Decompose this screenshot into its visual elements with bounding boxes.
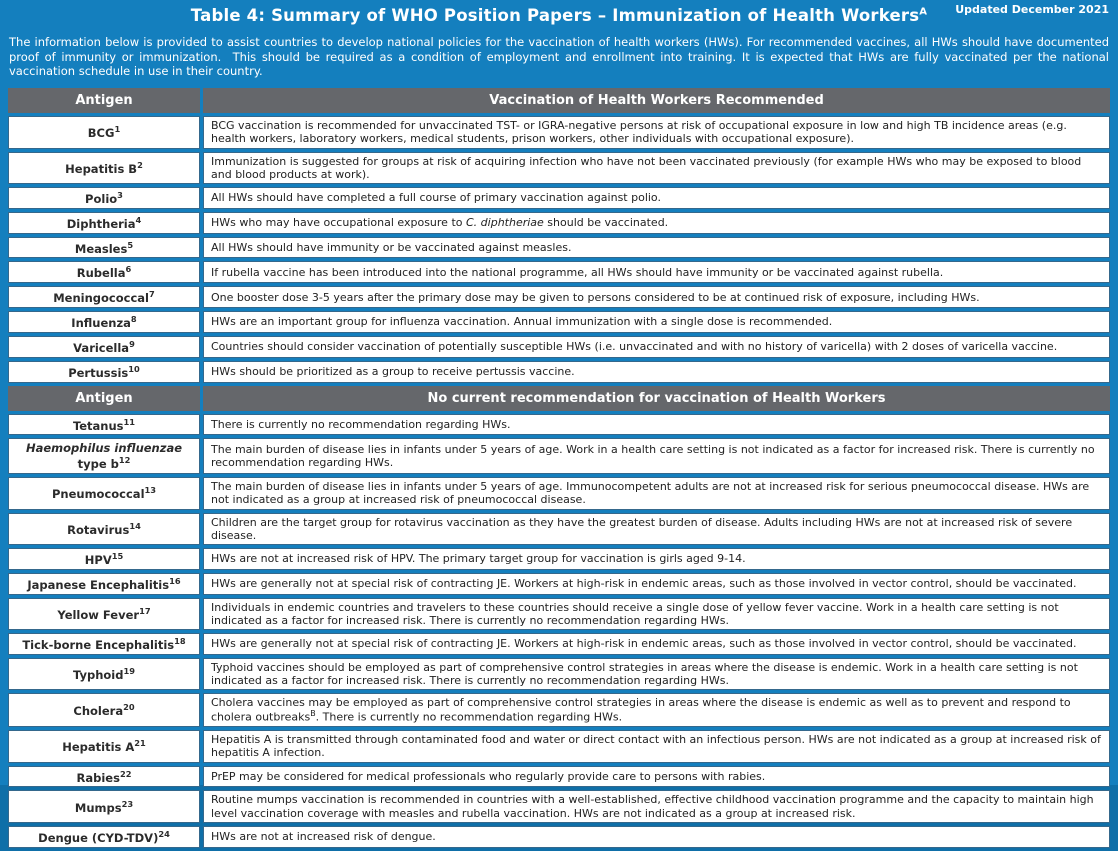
- antigen-cell: Mumps$^{23}$: [8, 790, 200, 822]
- antigen-cell: Meningococcal$^7$: [8, 286, 200, 308]
- table-row: [8, 826, 1110, 848]
- recommendation-cell: BCG vaccination is recommended for unvaccinated TST- or IGRA-negative persons at risk of occupational exposure in low and high TB incidence areas (e.g. health workers, laboratory workers, medical students, prison workers, other individuals with occupational exposure).: [203, 116, 1110, 148]
- section-title-header: No current recommendation for vaccination of Health Workers: [203, 386, 1110, 411]
- table-row: [8, 693, 1110, 727]
- antigen-cell: Yellow Fever$^{17}$: [8, 598, 200, 630]
- table-row: [8, 730, 1110, 762]
- recommendation-cell: HWs are not at increased risk of HPV. The primary target group for vaccination is girls aged 9-14.: [203, 548, 1110, 570]
- antigen-cell: Pertussis$^{10}$: [8, 361, 200, 383]
- antigen-cell: Hepatitis $A^{21}$: [8, 730, 200, 762]
- table-row: [8, 414, 1110, 436]
- recommendation-cell: HWs are generally not at special risk of contracting JE. Workers at high-risk in endemic areas, such as those involved in vector control, should be vaccinated.: [203, 573, 1110, 595]
- antigen-cell: Typhoid$^{19}$: [8, 658, 200, 690]
- table-row: [8, 336, 1110, 358]
- recommendation-cell: HWs are generally not at special risk of contracting JE. Workers at high-risk in endemic areas, such as those involved in vector control, should be vaccinated.: [203, 633, 1110, 655]
- table-row: [8, 438, 1110, 474]
- recommendation-cell: All HWs should have immunity or be vaccinated against measles.: [203, 237, 1110, 259]
- who-position-papers-table: [5, 85, 1113, 850]
- table-row: [8, 658, 1110, 690]
- table-row: [8, 187, 1110, 209]
- recommendation-cell: If rubella vaccine has been introduced into the national programme, all HWs should have immunity or be vaccinated against rubella.: [203, 261, 1110, 283]
- table-row: [8, 790, 1110, 822]
- recommendation-cell: HWs are an important group for influenza vaccination. Annual immunization with a single dose is recommended.: [203, 311, 1110, 333]
- antigen-cell: BCG$^1$: [8, 116, 200, 148]
- antigen-cell: Measles$^5$: [8, 237, 200, 259]
- antigen-cell: Influenza$^8$: [8, 311, 200, 333]
- antigen-cell: Dengue $(CYD-TDV)^{24}$: [8, 826, 200, 848]
- recommendation-cell: The main burden of disease lies in infants under 5 years of age. Work in a health care setting is not indicated as a factor for increased risk. There is currently no recommendation regarding HWs.: [203, 438, 1110, 474]
- table-row: [8, 237, 1110, 259]
- table-row: [8, 152, 1110, 184]
- recommendation-cell: HWs should be prioritized as a group to receive pertussis vaccine.: [203, 361, 1110, 383]
- antigen-cell: Japanese Encephalitis$^{16}$: [8, 573, 200, 595]
- recommendation-cell: Typhoid vaccines should be employed as part of comprehensive control strategies in areas where the disease is endemic. Work in a health care setting is not indicated as a factor for increased risk. There is currently no recommendation regarding HWs.: [203, 658, 1110, 690]
- antigen-cell: Cholera$^{20}$: [8, 693, 200, 727]
- recommendation-cell: Countries should consider vaccination of potentially susceptible HWs (i.e. unvaccinated and with no history of varicella) with 2 doses of varicella vaccine.: [203, 336, 1110, 358]
- antigen-cell: HPV$^{15}$: [8, 548, 200, 570]
- recommendation-cell: There is currently no recommendation regarding HWs.: [203, 414, 1110, 436]
- recommendation-cell: Routine mumps vaccination is recommended in countries with a well-established, effective childhood vaccination programme and the capacity to maintain high level vaccination coverage with measles and rubella vaccination. HWs are not indicated as a group at increased risk.: [203, 790, 1110, 822]
- table-row: [8, 261, 1110, 283]
- antigen-cell: Hepatitis $B^2$: [8, 152, 200, 184]
- intro-paragraph: The information below is provided to assist countries to develop national policies for the vaccination of health workers (HWs). For recommended vaccines, all HWs should have documented proof of immunity or immunization. This should be required as a condition of employment and enrollment into training. It is expected that HWs are fully vaccinated per the national vaccination schedule in use in their country.: [9, 35, 1113, 79]
- recommendation-cell: Immunization is suggested for groups at risk of acquiring infection who have not been vaccinated previously (for example HWs who may be exposed to blood and blood products at work).: [203, 152, 1110, 184]
- table-row: [8, 361, 1110, 383]
- antigen-cell: Varicella$^9$: [8, 336, 200, 358]
- table-row: [8, 548, 1110, 570]
- section-header-row: [8, 88, 1110, 113]
- recommendation-cell: The main burden of disease lies in infants under 5 years of age. Immunocompetent adults are not at increased risk for serious pneumococcal disease. HWs are not indicated as a group at increased risk of pneumococcal disease.: [203, 477, 1110, 509]
- section-header-row: [8, 386, 1110, 411]
- page-title-superscript: A: [919, 6, 928, 18]
- table-row: [8, 513, 1110, 545]
- section-title-header: Vaccination of Health Workers Recommended: [203, 88, 1110, 113]
- recommendation-cell: Cholera vaccines may be employed as part of comprehensive control strategies in areas where the disease is endemic as well as to prevent and respond to cholera outbreaks$^B$. There is currently no recommendation regarding HWs.: [203, 693, 1110, 727]
- antigen-cell: Rubella$^6$: [8, 261, 200, 283]
- antigen-cell: Rabies$^{22}$: [8, 766, 200, 788]
- who-table-body: [8, 88, 1110, 847]
- table-row: [8, 116, 1110, 148]
- antigen-cell: Tetanus$^{11}$: [8, 414, 200, 436]
- table-row: [8, 573, 1110, 595]
- recommendation-cell: Individuals in endemic countries and travelers to these countries should receive a single dose of yellow fever vaccine. Work in a health care setting is not indicated as a factor for increased risk. There is currently no recommendation regarding HWs.: [203, 598, 1110, 630]
- table-row: [8, 633, 1110, 655]
- recommendation-cell: HWs are not at increased risk of dengue.: [203, 826, 1110, 848]
- antigen-column-header: Antigen: [8, 88, 200, 113]
- antigen-cell: Rotavirus$^{14}$: [8, 513, 200, 545]
- antigen-cell: Polio$^3$: [8, 187, 200, 209]
- antigen-cell: Pneumococcal$^{13}$: [8, 477, 200, 509]
- table-row: [8, 477, 1110, 509]
- table-row: [8, 598, 1110, 630]
- table-row: [8, 212, 1110, 234]
- table-row: [8, 766, 1110, 788]
- page-title-text: Table 4: Summary of WHO Position Papers – Immunization of Health Workers: [190, 6, 920, 25]
- recommendation-cell: One booster dose 3-5 years after the primary dose may be given to persons considered to be at continued risk of exposure, including HWs.: [203, 286, 1110, 308]
- table-row: [8, 286, 1110, 308]
- antigen-cell: Haemophilus influenzae type $b^{12}$: [8, 438, 200, 474]
- recommendation-cell: HWs who may have occupational exposure to C. diphtheriae should be vaccinated.: [203, 212, 1110, 234]
- page-title: [0, 0, 1118, 25]
- table-row: [8, 311, 1110, 333]
- antigen-cell: Tick-borne Encephalitis$^{18}$: [8, 633, 200, 655]
- recommendation-cell: Hepatitis A is transmitted through contaminated food and water or direct contact with an infectious person. HWs are not indicated as a group at increased risk of hepatitis A infection.: [203, 730, 1110, 762]
- recommendation-cell: Children are the target group for rotavirus vaccination as they have the greatest burden of disease. Adults including HWs are not at increased risk of severe disease.: [203, 513, 1110, 545]
- antigen-cell: Diphtheria$^4$: [8, 212, 200, 234]
- updated-date-label: Updated December 2021: [955, 3, 1109, 16]
- recommendation-cell: All HWs should have completed a full course of primary vaccination against polio.: [203, 187, 1110, 209]
- antigen-column-header: Antigen: [8, 386, 200, 411]
- recommendation-cell: PrEP may be considered for medical professionals who regularly provide care to persons with rabies.: [203, 766, 1110, 788]
